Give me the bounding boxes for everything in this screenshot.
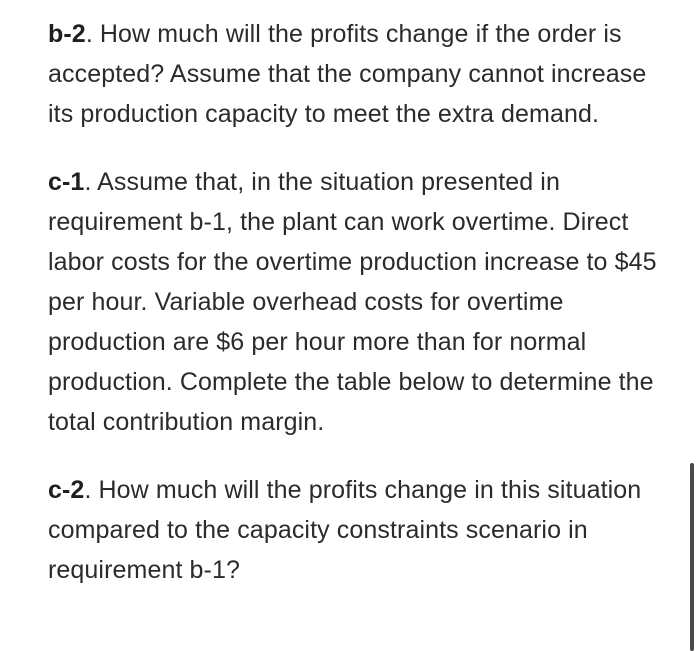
question-id: c-1 xyxy=(48,168,85,196)
question-c-1 xyxy=(48,162,660,442)
question-id: c-2 xyxy=(48,476,85,504)
question-b-2 xyxy=(48,14,660,134)
question-c-2 xyxy=(48,470,660,590)
scrollbar[interactable] xyxy=(690,463,694,651)
question-text: . How much will the profits change if the order is accepted? Assume that the company cannot increase its production capacity to meet the extra demand. xyxy=(48,20,647,128)
question-text: . How much will the profits change in this situation compared to the capacity constraints scenario in requirement b-1? xyxy=(48,476,642,584)
question-id: b-2 xyxy=(48,20,86,48)
question-text: . Assume that, in the situation presented in requirement b-1, the plant can work overtime. Direct labor costs for the overtime production increase to $45 per hour. Variable overhead costs for overtime production are $6 per hour more than for normal production. Complete the table below to determine the total contribution margin. xyxy=(48,168,657,436)
